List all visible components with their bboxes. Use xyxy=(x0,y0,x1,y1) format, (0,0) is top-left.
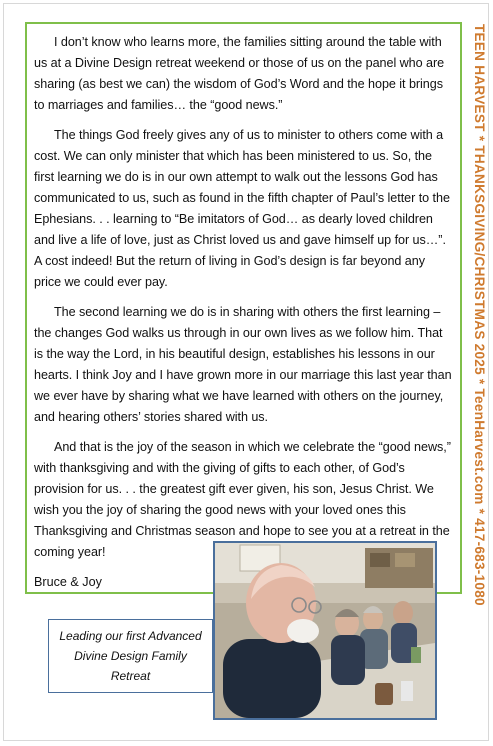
side-banner-text: TEEN HARVEST * THANKSGIVING/CHRISTMAS 2025 * TeenHarvest.com * 417-683-1080 xyxy=(472,24,487,606)
side-banner xyxy=(470,24,488,720)
signature: Bruce & Joy xyxy=(34,575,102,589)
photo-caption: Leading our first Advanced Divine Design Family Retreat xyxy=(59,629,202,683)
letter-box xyxy=(25,22,462,594)
letter-paragraph-3: The second learning we do is in sharing with others the first learning – the changes God walks us through in our own lives as we follow him. That is the way the Lord, in his beautiful design, establishes his lessons in our hearts. I think Joy and I have grown more in our marriage this last year than we ever have by sharing what we have learned with others on the journey, and hearing others’ stories shared with us. xyxy=(34,305,452,424)
letter-paragraph-2: The things God freely gives any of us to minister to others come with a cost. We can only minister that which has been ministered to us. So, the first learning we do is in our own attempt to walk out the lessons God has communicated to us, such as found in the fifth chapter of Paul’s letter to the Ephesians. . . learning to “Be imitators of God… as dearly loved children and live a life of love, just as Christ loved us and gave himself up for us…”. A cost indeed! But the return of living in God’s design is far beyond any price we could ever pay. xyxy=(34,128,450,289)
retreat-photo xyxy=(213,541,437,720)
photo-caption-box xyxy=(48,619,213,693)
retreat-photo-illustration xyxy=(215,543,435,718)
letter-paragraph-4: And that is the joy of the season in which we celebrate the “good news,” with thanksgiving and with the giving of gifts to each other, of God’s provision for us. . . the greatest gift ever given, his son, Jesus Christ. We wish you the joy of sharing the good news with your loved ones this Thanksgiving and Christmas season and hope to see you at a retreat in the coming year! xyxy=(34,440,451,559)
letter-paragraph-1: I don’t know who learns more, the families sitting around the table with us at a Divine Design retreat weekend or those of us on the panel who are sharing (as best we can) the wisdom of God’s Word and the hope it brings to marriages and families… the “good news.” xyxy=(34,35,445,112)
